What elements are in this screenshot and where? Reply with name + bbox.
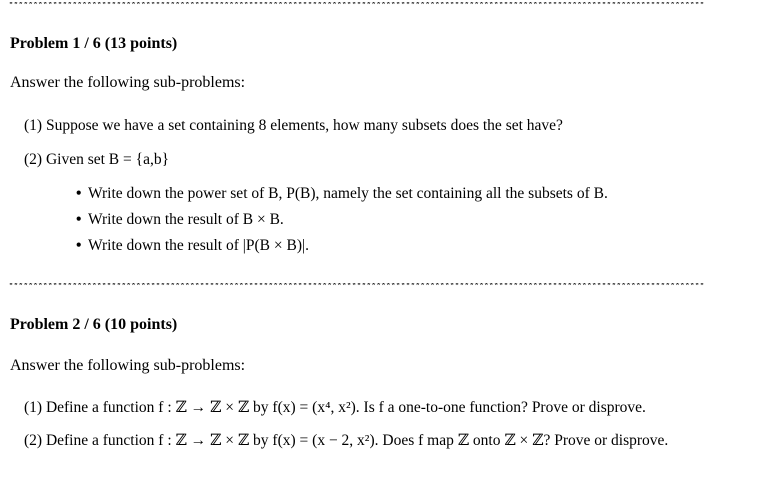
separator-line-middle: ********************************************************************************************************************************************** [8,283,704,291]
problem-1-bullet-item [76,184,608,204]
bullet-text: Write down the power set of B, P(B), namely the set containing all the subsets of B. [88,185,608,202]
problem-1-heading: Problem 1 / 6 (13 points) [10,35,178,52]
separator-line-top: ********************************************************************************************************************************************** [8,2,704,10]
bullet-icon: • [76,185,82,202]
problem-1-bullet-item [76,210,284,230]
bullet-icon: • [76,237,82,254]
problem-1-subproblem-1: (1) Suppose we have a set containing 8 elements, how many subsets does the set have? [24,117,563,134]
problem-2-subproblem-2: (2) Define a function f : ℤ → ℤ × ℤ by f(x) = (x − 2, x²). Does f map ℤ onto ℤ × ℤ? Prove or disprove. [24,432,669,449]
problem-2-subproblem-1: (1) Define a function f : ℤ → ℤ × ℤ by f(x) = (x⁴, x²). Is f a one-to-one function? Prove or disprove. [24,399,646,416]
bullet-icon: • [76,211,82,228]
problem-1-subproblem-2: (2) Given set B = {a,b} [24,151,170,168]
problem-2-intro: Answer the following sub-problems: [10,357,246,374]
problem-2-heading: Problem 2 / 6 (10 points) [10,316,178,333]
bullet-text: Write down the result of |P(B × B)|. [88,237,309,254]
problem-1-intro: Answer the following sub-problems: [10,74,246,91]
bullet-text: Write down the result of B × B. [88,211,284,228]
problem-1-bullet-item [76,236,309,256]
